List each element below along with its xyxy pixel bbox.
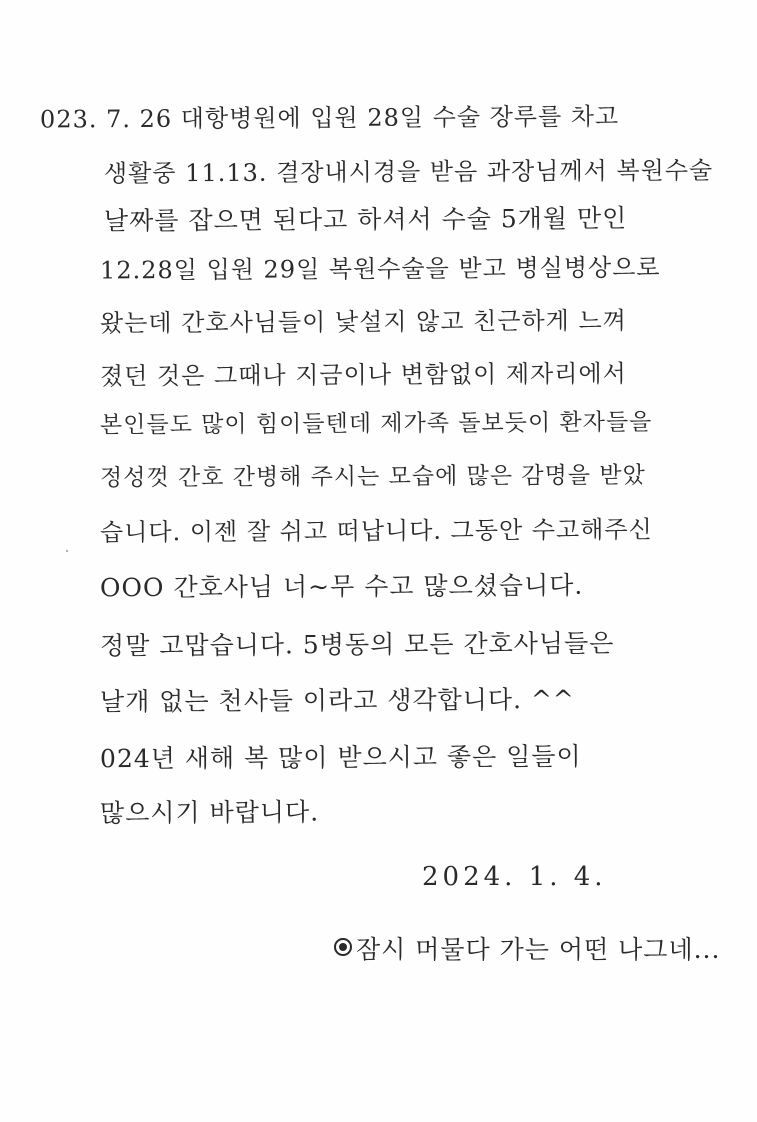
paper-speck: [66, 550, 68, 552]
letter-line-6: 졌던 것은 그때나 지금이나 변함없이 제자리에서: [99, 359, 627, 391]
letter-line-1: 023. 7. 26 대항병원에 입원 28일 수술 장루를 차고: [39, 102, 620, 134]
letter-line-4: 12.28일 입원 29일 복원수술을 받고 병실병상으로: [99, 253, 661, 285]
signature-text: 잠시 머물다 가는 어떤 나그네...: [356, 935, 721, 964]
letter-signature: [334, 930, 720, 966]
letter-line-10: OOO 간호사님 너~무 수고 많으셨습니다.: [99, 570, 584, 603]
letter-line-11: 정말 고맙습니다. 5병동의 모든 간호사님들은: [99, 628, 615, 661]
letter-line-9: 습니다. 이젠 잘 쉬고 떠납니다. 그동안 수고해주신: [99, 515, 653, 547]
letter-line-13: 024년 새해 복 많이 받으시고 좋은 일들이: [99, 741, 582, 774]
letter-line-8: 정성껏 간호 간병해 주시는 모습에 많은 감명을 받았: [99, 462, 646, 492]
letter-line-3: 날짜를 잡으면 된다고 하셔서 수술 5개월 만인: [103, 203, 628, 236]
letter-line-14: 많으시기 바랍니다.: [99, 797, 320, 828]
letter-line-12: 날개 없는 천사들 이라고 생각합니다. ^^: [99, 684, 575, 717]
circle-bullet-icon: [334, 938, 352, 956]
letter-line-5: 왔는데 간호사님들이 낯설지 않고 친근하게 느껴: [99, 306, 627, 338]
letter-line-2: 생활중 11.13. 결장내시경을 받음 과장님께서 복원수술: [103, 156, 714, 188]
letter-line-7: 본인들도 많이 힘이들텐데 제가족 돌보듯이 환자들을: [99, 409, 653, 439]
letter-date: 2024. 1. 4.: [422, 862, 607, 892]
